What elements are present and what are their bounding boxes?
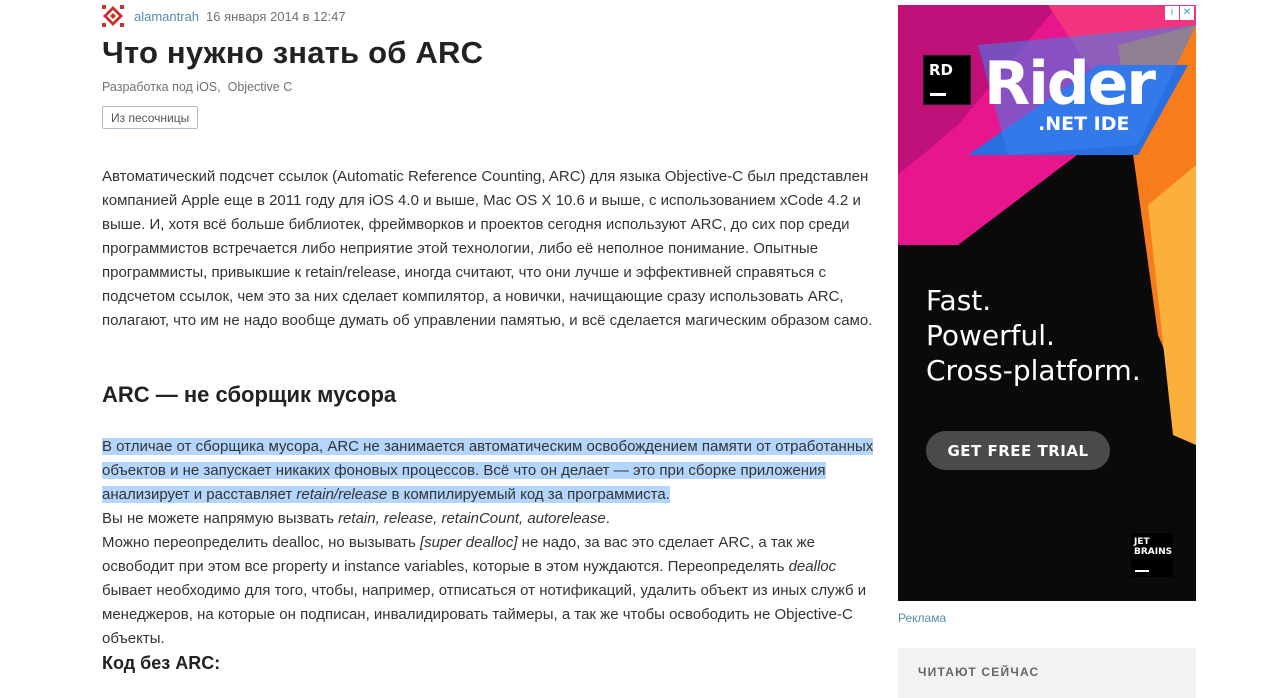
avatar[interactable] bbox=[102, 5, 124, 27]
info-icon[interactable]: i bbox=[1165, 6, 1179, 20]
emphasis-retain-release: retain/release bbox=[296, 486, 388, 503]
section-heading: ARC — не сборщик мусора bbox=[102, 382, 397, 407]
reading-now-panel bbox=[898, 648, 1196, 698]
rd-logo-bar bbox=[930, 93, 946, 96]
page-title: Что нужно знать об ARC bbox=[102, 35, 484, 70]
post-meta bbox=[102, 5, 346, 27]
jetbrains-logo bbox=[1131, 533, 1173, 577]
get-free-trial-button[interactable]: GET FREE TRIAL bbox=[926, 431, 1110, 470]
jetbrains-logo-bar bbox=[1135, 570, 1149, 572]
hub-link-objective-c[interactable]: Objective C bbox=[227, 80, 293, 94]
emphasis-methods: retain, release, retainCount, autorelease bbox=[338, 510, 606, 527]
rd-logo-text: RD bbox=[929, 61, 954, 79]
text-segment: . bbox=[605, 510, 610, 527]
rd-logo bbox=[923, 55, 971, 105]
ad-banner[interactable] bbox=[898, 5, 1196, 601]
section-paragraph bbox=[102, 435, 882, 651]
reading-now-title: ЧИТАЮТ СЕЙЧАС bbox=[918, 665, 1040, 679]
text-segment: не надо, за вас это сделает ARC, а так же освободит при этом все property и instance variables, которые в этом нуждаются. Переопределять bbox=[102, 534, 816, 575]
ad-brand: Rider bbox=[984, 49, 1154, 119]
text-segment: бывает необходимо для того, чтобы, например, отписаться от нотификаций, удалить объект из иных служб и менеджеров, на которые он подписан, инвалидировать таймеры, а так же чтобы освободить не Objective-C объекты. bbox=[102, 582, 867, 647]
close-icon[interactable]: ✕ bbox=[1180, 6, 1194, 20]
hub-link-ios[interactable]: Разработка под iOS, bbox=[102, 80, 221, 94]
selected-text bbox=[102, 438, 873, 503]
code-heading: Код без ARC: bbox=[102, 653, 221, 673]
jetbrains-line: JET bbox=[1134, 537, 1150, 547]
ad-label-link[interactable]: Реклама bbox=[898, 611, 947, 625]
avatar-pattern-icon bbox=[102, 5, 124, 27]
sandbox-badge[interactable]: Из песочницы bbox=[102, 106, 198, 129]
ad-slogan bbox=[926, 283, 1141, 388]
post-date: 16 января 2014 в 12:47 bbox=[206, 8, 346, 24]
ad-product: .NET IDE bbox=[1038, 113, 1130, 135]
ad-slogan-line: Fast. bbox=[926, 284, 992, 317]
emphasis-dealloc: dealloc bbox=[788, 558, 837, 575]
jetbrains-logo-text bbox=[1134, 537, 1172, 557]
text-segment: Можно переопределить dealloc, но вызывать bbox=[102, 534, 420, 551]
author-link[interactable]: alamantrah bbox=[134, 8, 200, 24]
ad-slogan-line: Cross-platform. bbox=[926, 354, 1141, 387]
text-segment: Вы не можете напрямую вызвать bbox=[102, 510, 339, 527]
ad-slogan-line: Powerful. bbox=[926, 319, 1055, 352]
hub-list bbox=[102, 80, 299, 94]
emphasis-super-dealloc: [super dealloc] bbox=[419, 534, 518, 551]
ad-controls bbox=[1165, 6, 1194, 20]
intro-paragraph: Автоматический подсчет ссылок (Automatic Reference Counting, ARC) для языка Objective-C был представлен компанией Apple еще в 2011 году для iOS 4.0 и выше, Mac OS X 10.6 и выше, с использованием xCode 4.2 и выше. И, хотя всё больше библиотек, фреймворков и проектов сегодня используют ARC, до сих пор среди программистов встречается либо неприятие этой технологии, либо её неполное понимание. Опытные программисты, привыкшие к retain/release, иногда считают, что они лучше и эффективней справяться с подсчетом ссылок, чем это за них сделает компилятор, а новички, начищающие сразу использовать ARC, полагают, что им не надо вообще думать об управлении памятью, и всё сделается магическим образом само. bbox=[102, 168, 873, 329]
text-segment: В отличае от сборщика мусора, ARC не занимается автоматическим освобождением памяти от отработанных объектов и не запускает никаких фоновых процессов. Всё что он делает — это при сборке приложения анализирует и расставляет bbox=[102, 438, 874, 503]
jetbrains-line: BRAINS bbox=[1134, 547, 1173, 557]
text-segment: в компилируемый код за программиста. bbox=[387, 486, 670, 503]
